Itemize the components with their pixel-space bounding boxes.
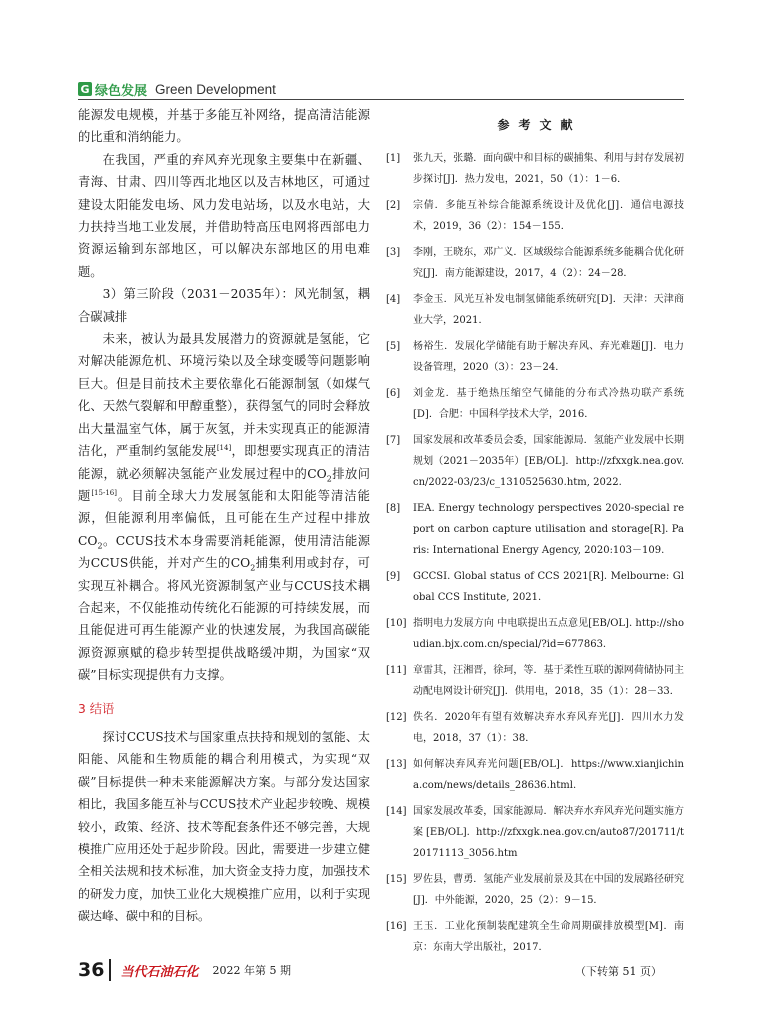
reference-text: 罗佐县，曹勇．氢能产业发展前景及其在中国的发展路径研究[J]．中外能源，2020，25（2）：9－15． bbox=[413, 874, 684, 906]
reference-text: 王玉．工业化预制装配建筑全生命周期碳排放模型[M]．南京：东南大学出版社，2017． bbox=[413, 921, 684, 953]
reference-item bbox=[386, 336, 684, 378]
reference-number: [15] bbox=[386, 874, 407, 885]
green-development-logo-icon: G bbox=[78, 82, 92, 96]
page-footer bbox=[78, 958, 291, 982]
text-segment: 未来，被认为最具发展潜力的资源就是氢能，它对解决能源危机、环境污染以及全球变暖等问题影响巨大。但是目前技术主要依靠化石能源制氢（如煤气化、天然气裂解和甲醇重整），获得氢气的同时会释放出大量温室气体，属于灰氢，并未实现真正的能源清洁化，严重制约氢能发展 bbox=[78, 332, 370, 459]
reference-item bbox=[386, 148, 684, 190]
subscript: 2 bbox=[250, 563, 256, 573]
text-segment: 捕集利用或封存，可实现互补耦合。将风光资源制氢产业与CCUS技术耦合起来，不仅能推动传统化石能源的可持续发展，而且能促进可再生能源产业的快速发展，为我国高碳能源资源禀赋的稳步转型提供战略缓冲期，为国家“双碳”目标实现提供有力支撑。 bbox=[78, 556, 370, 683]
reference-item bbox=[386, 801, 684, 864]
reference-text: IEA. Energy technology perspectives 2020-special report on carbon capture utilisation and storage[R]. Paris: International Energy Agency, 2020:103－109. bbox=[413, 503, 684, 556]
paragraph-hydrogen bbox=[78, 328, 370, 687]
reference-text: 佚名．2020年有望有效解决弃水弃风弃光[J]．四川水力发电，2018，37（1）：38． bbox=[413, 712, 684, 744]
paragraph-conclusion: 探讨CCUS技术与国家重点扶持和规划的氢能、太阳能、风能和生物质能的耦合利用模式，为实现“双碳”目标提供一种未来能源解决方案。与部分发达国家相比，我国多能互补与CCUS技术产业起步较晚、规模较小，政策、经济、技术等配套条件还不够完善，大规模推广应用还处于起步阶段。因此，需要进一步建立健全相关法规和技术标准，加大资金支持力度，加强技术的研发力度，加快工业化大规模推广应用，以利于实现碳达峰、碳中和的目标。 bbox=[78, 729, 370, 924]
reference-text: 李刚，王晓东，邓广义．区域级综合能源系统多能耦合优化研究[J]．南方能源建设，2017，4（2）：24－28． bbox=[413, 247, 684, 279]
reference-list bbox=[386, 148, 684, 958]
reference-number: [14] bbox=[386, 806, 407, 817]
reference-item bbox=[386, 869, 684, 911]
left-column bbox=[78, 104, 370, 928]
reference-number: [3] bbox=[386, 247, 401, 258]
page-number: 36 bbox=[78, 959, 105, 981]
footer-divider bbox=[109, 959, 111, 981]
section-title-en: Green Development bbox=[155, 81, 276, 97]
reference-item bbox=[386, 754, 684, 796]
references-column bbox=[386, 104, 684, 979]
subscript: 2 bbox=[326, 473, 332, 483]
reference-number: [1] bbox=[386, 153, 401, 164]
continued-note: （下转第 51 页） bbox=[575, 965, 662, 978]
paragraph-stage-three: 3）第三阶段（2031－2035年）：风光制氢，耦合碳减排 bbox=[78, 287, 370, 324]
reference-item bbox=[386, 242, 684, 284]
reference-item bbox=[386, 613, 684, 655]
reference-item bbox=[386, 916, 684, 958]
reference-number: [5] bbox=[386, 341, 401, 352]
reference-text: 章雷其，汪湘晋，徐珂，等．基于柔性互联的源网荷储协同主动配电网设计研究[J]．供用电，2018，35（1）：28－33． bbox=[413, 665, 684, 697]
reference-item bbox=[386, 430, 684, 493]
reference-number: [16] bbox=[386, 921, 407, 932]
text-segment: 。CCUS技术本身需要消耗能源，使用清洁能源为CCUS供能，并对产生的CO bbox=[78, 533, 370, 571]
reference-text: GCCSI. Global status of CCS 2021[R]. Melbourne: Global CCS Institute, 2021. bbox=[413, 571, 684, 603]
section-title-cn: 绿色发展 bbox=[95, 83, 148, 99]
reference-text: 张九天，张璐．面向碳中和目标的碳捕集、利用与封存发展初步探讨[J]．热力发电，2021，50（1）：1－6． bbox=[413, 153, 684, 185]
reference-number: [7] bbox=[386, 435, 401, 446]
journal-name: 当代石油石化 bbox=[120, 964, 199, 980]
reference-number: [11] bbox=[386, 665, 407, 676]
reference-number: [2] bbox=[386, 200, 401, 211]
citation: [15-16] bbox=[91, 488, 117, 497]
paragraph-continued: 能源发电规模，并基于多能互补网络，提高清洁能源的比重和消纳能力。 bbox=[78, 108, 370, 145]
reference-text: 国家发展改革委，国家能源局．解决弃水弃风弃光问题实施方案[EB/OL]. http://zfxxgk.nea.gov.cn/auto87/201711/t20171113_3056.htm bbox=[413, 806, 684, 859]
reference-item bbox=[386, 498, 684, 561]
issue-label: 2022 年第 5 期 bbox=[212, 964, 291, 977]
reference-text: 李金玉．风光互补发电制氢储能系统研究[D]．天津：天津商业大学，2021． bbox=[413, 294, 684, 326]
reference-text: 刘金龙．基于绝热压缩空气储能的分布式冷热功联产系统[D]．合肥：中国科学技术大学，2016． bbox=[413, 388, 684, 420]
reference-text: 杨裕生．发展化学储能有助于解决弃风、弃光难题[J]．电力设备管理，2020（3）：23－24． bbox=[413, 341, 684, 373]
references-title: 参考文献 bbox=[497, 118, 582, 132]
reference-item bbox=[386, 660, 684, 702]
reference-text: 指明电力发展方向 中电联提出五点意见[EB/OL]. http://shoudian.bjx.com.cn/special/?id=677863. bbox=[413, 618, 684, 650]
reference-number: [13] bbox=[386, 759, 407, 770]
text-segment: 排放问题 bbox=[78, 466, 370, 503]
reference-item bbox=[386, 566, 684, 608]
reference-item bbox=[386, 289, 684, 331]
text-segment: ，即想要实现真正的清洁能源，就必须解决氢能产业发展过程中的CO bbox=[78, 444, 370, 481]
reference-item bbox=[386, 383, 684, 425]
reference-number: [9] bbox=[386, 571, 401, 582]
text-segment: 。目前全球大力发展氢能和太阳能等清洁能源，但能源利用率偏低，且可能在生产过程中排放CO bbox=[78, 488, 370, 548]
header-divider bbox=[78, 99, 684, 100]
reference-number: [6] bbox=[386, 388, 401, 399]
reference-number: [12] bbox=[386, 712, 407, 723]
subscript: 2 bbox=[97, 541, 103, 551]
reference-item bbox=[386, 195, 684, 237]
reference-text: 国家发展和改革委员会委，国家能源局．氢能产业发展中长期规划（2021－2035年）[EB/OL]．http://zfxxgk.nea.gov.cn/2022-03/23/c_1310525630.htm, 2022. bbox=[413, 435, 684, 488]
section-header bbox=[78, 81, 276, 97]
reference-number: [4] bbox=[386, 294, 401, 305]
reference-text: 宗倩．多能互补综合能源系统设计及优化[J]．通信电源技术，2019，36（2）：154－155． bbox=[413, 200, 684, 232]
reference-number: [8] bbox=[386, 503, 401, 514]
conclusion-heading: 3 结语 bbox=[78, 701, 115, 716]
reference-number: [10] bbox=[386, 618, 407, 629]
paragraph-northwest-regions: 在我国，严重的弃风弃光现象主要集中在新疆、青海、甘肃、四川等西北地区以及吉林地区，可通过建设太阳能发电场、风力发电站场，以及水电站，大力扶持当地工业发展，并借助特高压电网将西部电力资源运输到东部地区，可以解决东部地区的用电难题。 bbox=[78, 152, 370, 279]
reference-item bbox=[386, 707, 684, 749]
reference-text: 如何解决弃风弃光问题[EB/OL]．https://www.xianjichina.com/news/details_28636.html. bbox=[413, 759, 684, 791]
citation: [14] bbox=[216, 444, 232, 452]
